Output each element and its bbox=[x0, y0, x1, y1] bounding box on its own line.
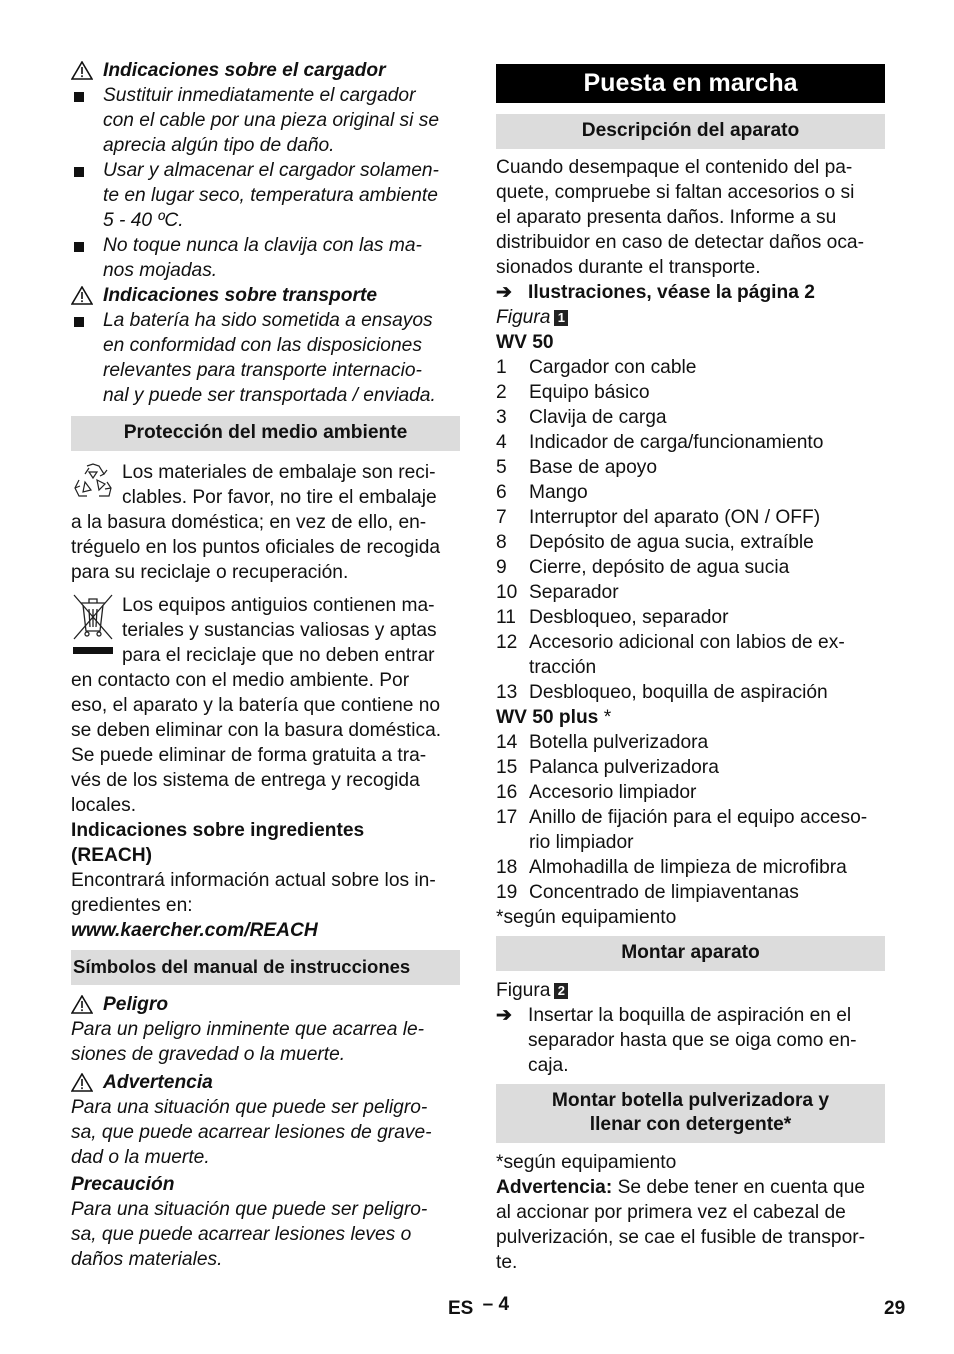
crossed-bin-icon bbox=[71, 593, 115, 657]
list-item bbox=[496, 480, 885, 505]
text-line: teriales y sustancias valiosas y aptas bbox=[122, 620, 437, 641]
page-number: 29 bbox=[884, 1298, 906, 1319]
text-line: locales. bbox=[71, 795, 137, 816]
list-item bbox=[496, 430, 885, 455]
text-line: sionados durante el transporte. bbox=[496, 257, 761, 278]
item-number: 2 bbox=[496, 382, 507, 403]
montar-step: ➔ Insertar la boquilla de aspiración en el separador hasta que se oiga como en- caja. bbox=[496, 1005, 857, 1076]
item-number: 18 bbox=[496, 857, 518, 878]
text-line: quete, compruebe si faltan accesorios o si bbox=[496, 182, 855, 203]
item-number: 1 bbox=[496, 357, 507, 378]
equipos-text bbox=[71, 593, 460, 818]
botella-heading: Montar botella pulverizadora y llenar con detergente* bbox=[496, 1084, 885, 1143]
segun-equipamiento-1: *según equipamiento bbox=[496, 907, 677, 928]
bullet-item: No toque nunca la clavija con las ma- nos mojadas. bbox=[71, 233, 460, 283]
item-label: Equipo básico bbox=[529, 382, 650, 403]
square-bullet-icon bbox=[71, 83, 103, 158]
bullet-item: Usar y almacenar el cargador solamen- te en lugar seco, temperatura ambiente 5 - 40 ºC. bbox=[71, 158, 460, 233]
item-number: 14 bbox=[496, 732, 518, 753]
text-line: para el reciclaje que no deben entrar bbox=[122, 645, 435, 666]
item-label: Desbloqueo, separador bbox=[529, 607, 729, 628]
item-label: Depósito de agua sucia, extraíble bbox=[529, 532, 814, 553]
text-line: a la basura doméstica; en vez de ello, en- bbox=[71, 512, 427, 533]
list-item bbox=[496, 405, 885, 430]
item-label: Anillo de fijación para el equipo acceso- rio limpiador bbox=[529, 807, 868, 853]
bullet-item: La batería ha sido sometida a ensayos en conformidad con las disposiciones relevantes para transporte internacio- nal y puede ser transportada / enviada. bbox=[71, 308, 460, 408]
descripcion-heading: Descripción del aparato bbox=[496, 114, 885, 149]
text-line: Los materiales de embalaje son reci- bbox=[122, 462, 436, 483]
wv50plus-list bbox=[496, 730, 885, 905]
right-column bbox=[496, 64, 885, 1275]
text-line: distribuidor en caso de detectar daños oca- bbox=[496, 232, 864, 253]
item-label: Cierre, depósito de agua sucia bbox=[529, 557, 790, 578]
list-item bbox=[496, 780, 885, 805]
recycling-icon bbox=[71, 462, 115, 504]
item-number: 5 bbox=[496, 457, 507, 478]
list-item bbox=[496, 680, 885, 705]
wv50plus-title: WV 50 plus * bbox=[496, 707, 612, 728]
advertencia-header bbox=[71, 1070, 460, 1095]
text-line: Los equipos antiguios contienen ma- bbox=[122, 595, 435, 616]
text-line: eso, el aparato y la batería que contiene no bbox=[71, 695, 441, 716]
item-number: 19 bbox=[496, 882, 518, 903]
peligro-header bbox=[71, 992, 460, 1017]
arrow-right-icon: ➔ bbox=[496, 282, 513, 303]
footer-section: ES – 4 bbox=[448, 1294, 510, 1319]
list-item bbox=[496, 580, 885, 605]
medio-ambiente-heading: Protección del medio ambiente bbox=[71, 416, 460, 451]
item-label: Botella pulverizadora bbox=[529, 732, 709, 753]
item-number: 13 bbox=[496, 682, 518, 703]
montar-heading: Montar aparato bbox=[496, 936, 885, 971]
advertencia-title: Advertencia bbox=[103, 1072, 213, 1093]
figure-number-badge: 1 bbox=[554, 310, 568, 326]
list-item bbox=[496, 880, 885, 905]
square-bullet-icon bbox=[71, 308, 103, 408]
list-item bbox=[496, 755, 885, 780]
item-label: Accesorio limpiador bbox=[529, 782, 697, 803]
warning-triangle-icon bbox=[71, 995, 93, 1014]
list-item bbox=[496, 605, 885, 630]
segun-equipamiento-2: *según equipamiento bbox=[496, 1152, 677, 1173]
list-item bbox=[496, 805, 885, 855]
item-number: 17 bbox=[496, 807, 518, 828]
item-number: 10 bbox=[496, 582, 518, 603]
text-line: vés de los sistema de entrega y recogida bbox=[71, 770, 420, 791]
item-label: Accesorio adicional con labios de ex- tracción bbox=[529, 632, 845, 678]
reach-text: Encontrará información actual sobre los in- gredientes en: bbox=[71, 870, 436, 916]
item-label: Desbloqueo, boquilla de aspiración bbox=[529, 682, 828, 703]
wv50-title: WV 50 bbox=[496, 332, 554, 353]
item-label: Almohadilla de limpieza de microfibra bbox=[529, 857, 847, 878]
advertencia-text: Para una situación que puede ser peligro- sa, que puede acarrear lesiones de grave- dad o la muerte. bbox=[71, 1097, 432, 1168]
precaucion-text: Para una situación que puede ser peligro- sa, que puede acarrear lesiones leves o daños materiales. bbox=[71, 1199, 428, 1270]
item-number: 8 bbox=[496, 532, 507, 553]
list-item bbox=[496, 730, 885, 755]
item-number: 15 bbox=[496, 757, 518, 778]
text-line: Cuando desempaque el contenido del pa- bbox=[496, 157, 853, 178]
item-label: Indicador de carga/funcionamiento bbox=[529, 432, 824, 453]
text-line: clables. Por favor, no tire el embalaje bbox=[122, 487, 437, 508]
item-number: 16 bbox=[496, 782, 518, 803]
figura2-line: Figura 2 bbox=[496, 978, 885, 1003]
reach-title: Indicaciones sobre ingredientes (REACH) bbox=[71, 820, 365, 866]
text-line: para su reciclaje o recuperación. bbox=[71, 562, 349, 583]
item-number: 7 bbox=[496, 507, 507, 528]
peligro-title: Peligro bbox=[103, 994, 169, 1015]
square-bullet-icon bbox=[71, 233, 103, 283]
list-item bbox=[496, 855, 885, 880]
warning-triangle-icon bbox=[71, 286, 93, 305]
transporte-warning-header bbox=[71, 283, 460, 308]
text-line: tréguelo en los puntos oficiales de recogida bbox=[71, 537, 441, 558]
item-label: Concentrado de limpiaventanas bbox=[529, 882, 799, 903]
simbolos-heading: Símbolos del manual de instrucciones bbox=[71, 950, 460, 985]
reach-url[interactable]: www.kaercher.com/REACH bbox=[71, 920, 318, 941]
precaucion-title: Precaución bbox=[71, 1174, 175, 1195]
item-label: Cargador con cable bbox=[529, 357, 697, 378]
main-heading: Puesta en marcha bbox=[496, 64, 885, 103]
item-number: 6 bbox=[496, 482, 507, 503]
transporte-list bbox=[71, 308, 460, 408]
figure-number-badge: 2 bbox=[554, 983, 568, 999]
list-item bbox=[496, 530, 885, 555]
arrow-right-icon: ➔ bbox=[496, 1005, 513, 1026]
warning-triangle-icon bbox=[71, 61, 93, 80]
warning-triangle-icon bbox=[71, 1073, 93, 1092]
descripcion-text bbox=[496, 155, 885, 280]
item-number: 4 bbox=[496, 432, 507, 453]
item-number: 3 bbox=[496, 407, 507, 428]
text-line: el aparato presenta daños. Informe a su bbox=[496, 207, 837, 228]
list-item bbox=[496, 630, 885, 680]
item-label: Palanca pulverizadora bbox=[529, 757, 719, 778]
square-bullet-icon bbox=[71, 158, 103, 233]
item-label: Separador bbox=[529, 582, 619, 603]
figura1-line: Figura 1 bbox=[496, 305, 885, 330]
cargador-title: Indicaciones sobre el cargador bbox=[103, 60, 386, 81]
reciclaje-text bbox=[71, 460, 460, 585]
item-number: 12 bbox=[496, 632, 518, 653]
transporte-title: Indicaciones sobre transporte bbox=[103, 285, 378, 306]
ilustraciones-line: ➔ Ilustraciones, véase la página 2 bbox=[496, 282, 815, 303]
list-item bbox=[496, 455, 885, 480]
bullet-item: Sustituir inmediatamente el cargador con el cable por una pieza original si se aprecia algún tipo de daño. bbox=[71, 83, 460, 158]
list-item bbox=[496, 380, 885, 405]
item-label: Interruptor del aparato (ON / OFF) bbox=[529, 507, 821, 528]
item-number: 11 bbox=[496, 607, 516, 628]
cargador-list bbox=[71, 83, 460, 283]
text-line: Se puede eliminar de forma gratuita a tra- bbox=[71, 745, 427, 766]
wv50-list bbox=[496, 355, 885, 705]
peligro-text: Para un peligro inminente que acarrea le- siones de gravedad o la muerte. bbox=[71, 1019, 425, 1065]
list-item bbox=[496, 355, 885, 380]
item-label: Base de apoyo bbox=[529, 457, 658, 478]
list-item bbox=[496, 505, 885, 530]
list-item bbox=[496, 555, 885, 580]
equipos-paragraph bbox=[71, 593, 460, 818]
item-number: 9 bbox=[496, 557, 507, 578]
item-label: Mango bbox=[529, 482, 588, 503]
advertencia-paragraph: Advertencia: Se debe tener en cuenta que al accionar por primera vez el cabezal de pulverización, se cae el fusible de transpor- te. bbox=[496, 1177, 866, 1273]
left-column bbox=[71, 58, 460, 1272]
cargador-warning-header bbox=[71, 58, 460, 83]
reciclaje-paragraph bbox=[71, 460, 460, 585]
text-line: se deben eliminar con la basura doméstica. bbox=[71, 720, 442, 741]
item-label: Clavija de carga bbox=[529, 407, 667, 428]
text-line: en contacto con el medio ambiente. Por bbox=[71, 670, 410, 691]
